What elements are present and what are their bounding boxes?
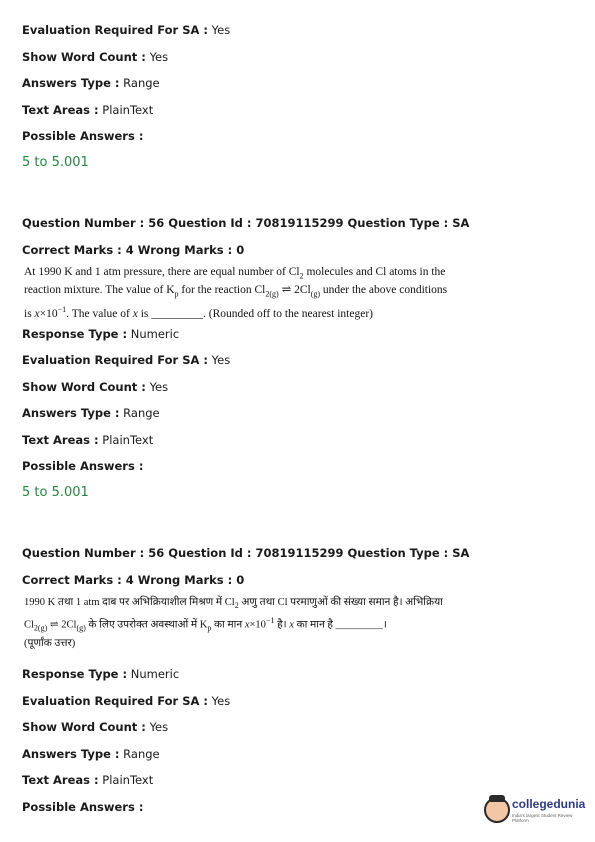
- text-areas-row: [22, 433, 153, 447]
- question-marks-text: Correct Marks : 4 Wrong Marks : 0: [22, 573, 245, 587]
- field-label: Possible Answers :: [22, 800, 144, 814]
- show-word-count-row: [22, 720, 168, 734]
- field-label: Possible Answers :: [22, 459, 144, 473]
- collegedunia-logo: [484, 795, 584, 825]
- response-type-row: [22, 327, 179, 341]
- show-word-count-row: [22, 50, 168, 64]
- evaluation-required-row: [22, 353, 230, 367]
- field-value: PlainText: [102, 433, 154, 447]
- field-label: Show Word Count :: [22, 720, 146, 734]
- field-value: Yes: [149, 50, 169, 64]
- evaluation-required-row: [22, 694, 230, 708]
- field-value: Yes: [149, 380, 169, 394]
- possible-answers-row: [22, 129, 143, 143]
- field-value: Yes: [211, 23, 231, 37]
- question-header-text: Question Number : 56 Question Id : 70819115299 Question Type : SA: [22, 216, 470, 230]
- field-value: Range: [123, 76, 160, 90]
- field-value: Numeric: [130, 667, 180, 681]
- answers-type-row: [22, 747, 160, 761]
- question-text: [24, 265, 464, 321]
- question-marks-text: Correct Marks : 4 Wrong Marks : 0: [22, 243, 245, 257]
- logo-tagline: India's largest Student Review Platform: [512, 813, 573, 823]
- question-marks: [22, 573, 244, 587]
- possible-answers-row: [22, 800, 143, 814]
- question-text: [24, 595, 464, 651]
- field-label: Text Areas :: [22, 773, 99, 787]
- field-value: Range: [123, 747, 160, 761]
- field-label: Response Type :: [22, 667, 128, 681]
- question-text-line: $Cl_{2(g)}$ ⇌ $2Cl_{(g)}$ के लिए उपरोक्त अवस्थाओं में $K_p$ का मान $x\times 10^{-1}$ है। x का मान है _________।: [24, 616, 387, 633]
- text-areas-row: [22, 773, 153, 787]
- field-label: Show Word Count :: [22, 380, 146, 394]
- field-label: Show Word Count :: [22, 50, 146, 64]
- field-value: PlainText: [102, 103, 154, 117]
- field-label: Evaluation Required For SA :: [22, 23, 209, 37]
- field-label: Evaluation Required For SA :: [22, 353, 209, 367]
- show-word-count-row: [22, 380, 168, 394]
- question-header-text: Question Number : 56 Question Id : 70819115299 Question Type : SA: [22, 546, 470, 560]
- question-header: [22, 546, 469, 560]
- logo-name: collegedunia: [512, 797, 586, 811]
- field-label: Evaluation Required For SA :: [22, 694, 209, 708]
- field-label: Answers Type :: [22, 76, 120, 90]
- field-label: Text Areas :: [22, 103, 99, 117]
- field-label: Answers Type :: [22, 747, 120, 761]
- possible-answer: 5 to 5.001: [22, 485, 89, 500]
- question-marks: [22, 243, 244, 257]
- response-type-row: [22, 667, 179, 681]
- field-value: Yes: [211, 694, 231, 708]
- field-value: Range: [123, 406, 160, 420]
- question-text-line: (पूर्णांक उत्तर): [24, 637, 76, 649]
- possible-answers-row: [22, 459, 143, 473]
- answers-type-row: [22, 406, 160, 420]
- question-text-line: At 1990 K and 1 atm pressure, there are equal number of $Cl_2$ molecules and Cl atoms in the: [24, 266, 446, 281]
- field-value: PlainText: [102, 773, 154, 787]
- field-label: Possible Answers :: [22, 129, 144, 143]
- field-value: Yes: [211, 353, 231, 367]
- question-text-line: is $x\times 10^{-1}$. The value of x is _________. (Rounded off to the nearest integer): [24, 304, 373, 320]
- mascot-icon: [484, 797, 510, 823]
- field-value: Yes: [149, 720, 169, 734]
- answers-type-row: [22, 76, 160, 90]
- text-areas-row: [22, 103, 153, 117]
- possible-answer: 5 to 5.001: [22, 155, 89, 170]
- evaluation-required-row: [22, 23, 230, 37]
- question-text-line: reaction mixture. The value of $K_p$ for the reaction $Cl_{2(g)}$ ⇌ $2Cl_{(g)}$ under the above conditions: [24, 284, 448, 299]
- field-value: Numeric: [130, 327, 180, 341]
- field-label: Answers Type :: [22, 406, 120, 420]
- field-label: Text Areas :: [22, 433, 99, 447]
- question-text-line: 1990 K तथा 1 atm दाब पर अभिक्रियाशील मिश्रण में $Cl_2$ अणु तथा Cl परमाणुओं की संख्या समान है। अभिक्रिया: [24, 597, 443, 611]
- field-label: Response Type :: [22, 327, 128, 341]
- question-header: [22, 216, 469, 230]
